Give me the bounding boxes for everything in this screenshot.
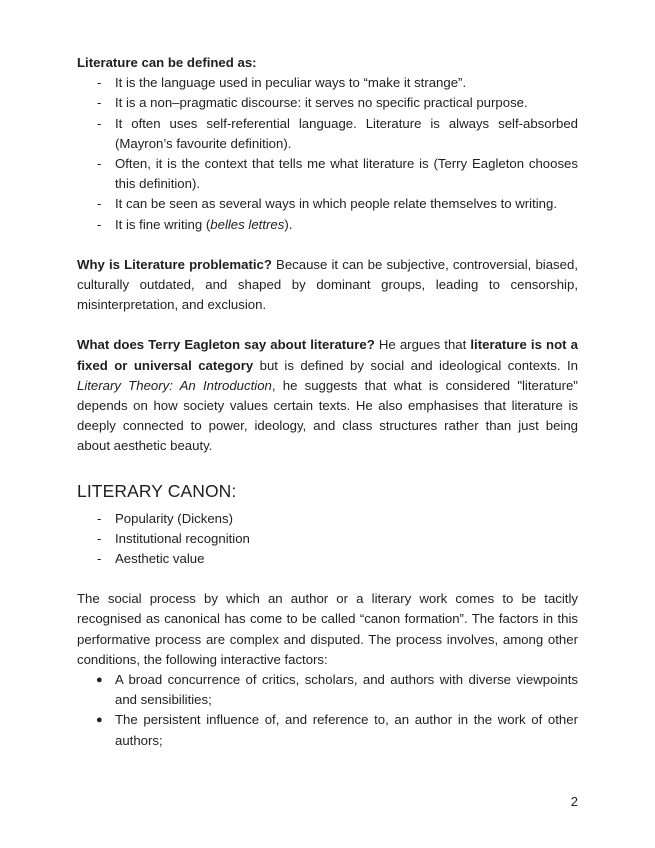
bullet-icon: ●: [96, 674, 103, 687]
dash-marker: -: [97, 75, 102, 91]
document-page: [77, 53, 578, 751]
list-item: - It can be seen as several ways in which people relate themselves to writing.: [77, 194, 578, 214]
list-item: ● The persistent influence of, and reference to, an author in the work of other authors;: [96, 712, 578, 748]
eagleton-paragraph: What does Terry Eagleton say about literature? He argues that literature is not a fixed or universal category but is defined by social and ideological contexts. In Literary Theory: An Introduction, he suggests that what is considered "literature" depends on how society values certain texts. He also emphasises that literature is deeply connected to power, ideology, and class structures rather than just being about aesthetic beauty.: [77, 337, 578, 454]
definition-list: [77, 73, 578, 235]
problematic-paragraph: Why is Literature problematic? Because it can be subjective, controversial, biased, culturally outdated, and shaped by dominant groups, leading to censorship, misinterpretation, and exclusion.: [77, 256, 578, 313]
list-item: - It is a non–pragmatic discourse: it serves no specific practical purpose.: [77, 93, 578, 113]
dash-marker: -: [97, 196, 102, 212]
dash-marker: -: [97, 530, 102, 546]
dash-marker: -: [97, 216, 102, 232]
list-item: ● A broad concurrence of critics, scholars, and authors with diverse viewpoints and sensibilities;: [96, 672, 578, 708]
page-number: 2: [570, 794, 578, 809]
list-item: - It often uses self-referential language. Literature is always self-absorbed (Mayron’s favourite definition).: [97, 115, 578, 151]
dash-marker: -: [97, 115, 102, 131]
dash-marker: -: [97, 510, 102, 526]
dash-marker: -: [97, 95, 102, 111]
list-item: - Institutional recognition: [77, 529, 578, 549]
dash-marker: -: [97, 156, 102, 172]
list-item: - It is the language used in peculiar ways to “make it strange”.: [77, 73, 578, 93]
definition-heading: Literature can be defined as:: [77, 55, 257, 70]
book-title: Literary Theory: An Introduction: [77, 377, 272, 393]
dash-marker: -: [97, 551, 102, 567]
eagleton-question: What does Terry Eagleton say about literature?: [77, 337, 375, 353]
list-item: - Aesthetic value: [77, 549, 578, 569]
list-item: - Popularity (Dickens): [77, 509, 578, 529]
list-item: - It is fine writing (belles lettres).: [77, 215, 578, 235]
canon-factors-list: [77, 670, 578, 751]
bullet-icon: ●: [96, 714, 103, 727]
problematic-question: Why is Literature problematic?: [77, 256, 272, 272]
section-title: LITERARY CANON:: [77, 480, 237, 501]
list-item: - Often, it is the context that tells me what literature is (Terry Eagleton chooses this definition).: [97, 156, 578, 192]
canon-paragraph: The social process by which an author or a literary work comes to be tacitly recognised as canonical has come to be called “canon formation”. The factors in this performative process are complex and disputed. The process involves, among other conditions, the following interactive factors:: [77, 591, 578, 667]
canon-list: [77, 509, 578, 570]
